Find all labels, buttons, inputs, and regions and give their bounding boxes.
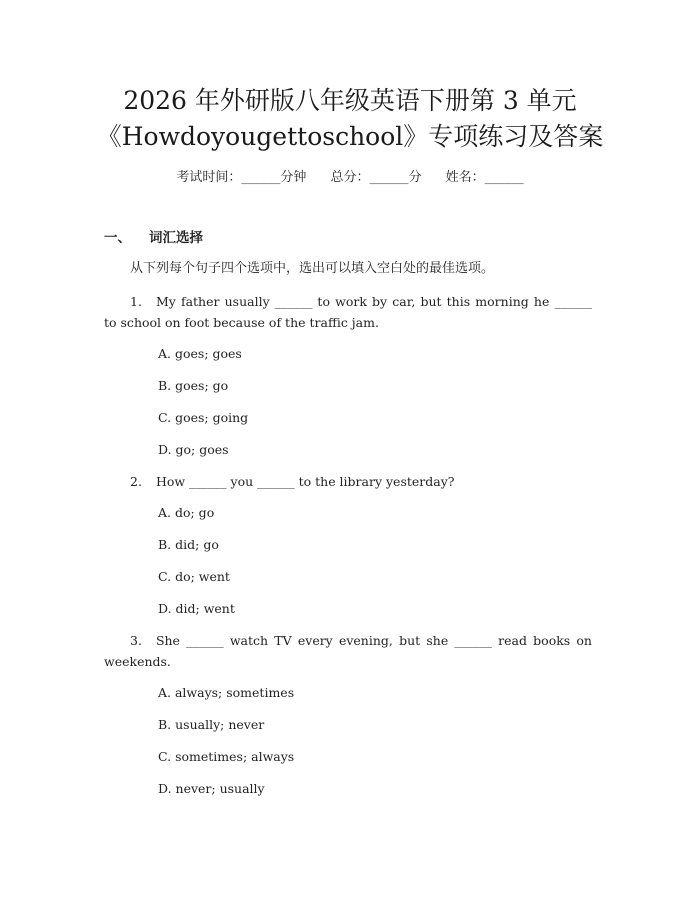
exam-score-field: 总分：______分 (330, 170, 422, 185)
question-2-option-c: C. do; went (158, 569, 230, 584)
question-number: 2. (130, 474, 142, 489)
question-3-option-d: D. never; usually (158, 781, 265, 796)
student-name-field: 姓名：______ (445, 170, 524, 185)
document-title-line-1: 2026 年外研版八年级英语下册第 3 单元 (123, 86, 577, 115)
question-1-option-c: C. goes; going (158, 410, 249, 425)
question-1-option-b: B. goes; go (158, 378, 229, 393)
question-body: My father usually ______ to work by car, but this morning he ______ to school on foot because of the traffic jam. (104, 294, 592, 330)
question-body: She ______ watch TV every evening, but she ______ read books on weekends. (104, 633, 592, 669)
exam-meta (0, 168, 700, 188)
question-3-option-c: C. sometimes; always (158, 749, 295, 764)
question-number: 3. (130, 633, 142, 648)
question-3-text (104, 630, 592, 672)
question-2-option-b: B. did; go (158, 537, 219, 552)
question-3-option-a: A. always; sometimes (158, 685, 295, 700)
question-2-option-a: A. do; go (158, 505, 215, 520)
question-1-text (104, 291, 592, 333)
section-number: 一、 (104, 230, 131, 246)
exam-time-field: 考试时间：______分钟 (176, 170, 307, 185)
question-body: How ______ you ______ to the library yesterday? (155, 474, 455, 489)
question-3-option-b: B. usually; never (158, 717, 265, 732)
question-1-option-d: D. go; goes (158, 442, 229, 457)
section-heading (104, 228, 203, 248)
question-2-text (104, 471, 592, 492)
question-number: 1. (130, 294, 142, 309)
section-instruction: 从下列每个句子四个选项中，选出可以填入空白处的最佳选项。 (130, 261, 495, 276)
question-1-option-a: A. goes; goes (158, 346, 242, 361)
section-title: 词汇选择 (149, 230, 203, 246)
question-2-option-d: D. did; went (158, 601, 235, 616)
document-title-line-2: 《Howdoyougettoschool》专项练习及答案 (96, 122, 604, 151)
